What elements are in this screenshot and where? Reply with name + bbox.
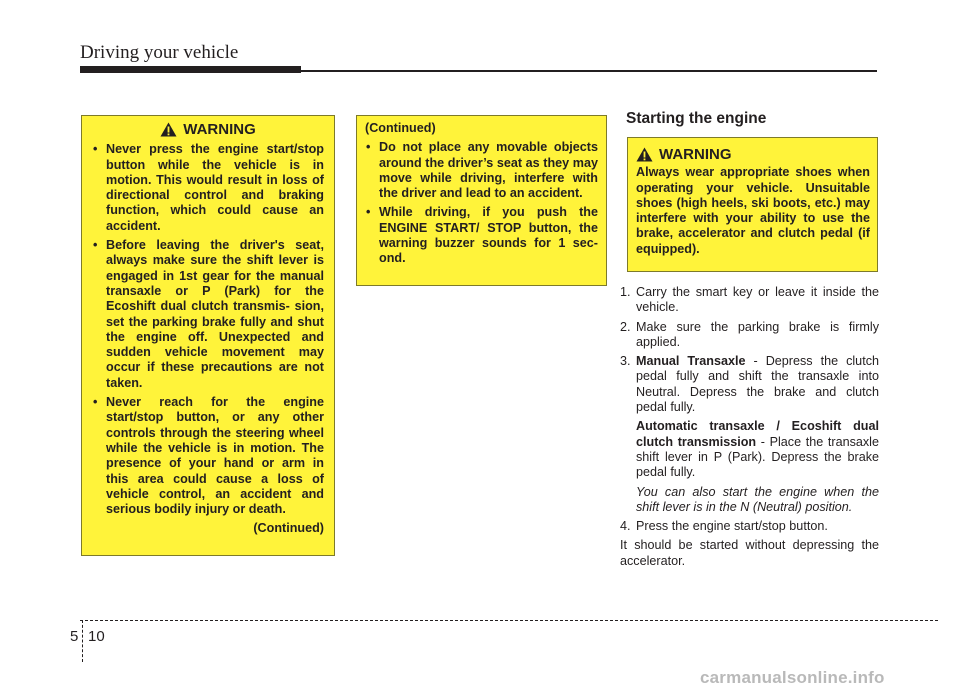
closing-paragraph: It should be started without depressing the accelerator. <box>620 538 879 568</box>
warning-item: • While driving, if you push the ENGINE START/ STOP button, the warning buzzer sounds for 1 sec- ond. <box>365 205 598 266</box>
step-text: Carry the smart key or leave it inside the vehicle. <box>636 285 879 315</box>
warning-item: • Do not place any movable objects around the driver’s seat as they may move while driving, interfere with the driver and lead to an accident. <box>365 140 598 201</box>
step-1 <box>620 285 879 316</box>
step-number: 2. <box>620 319 631 334</box>
neutral-note: You can also start the engine when the shift lever is in the N (Neutral) position. <box>636 484 879 514</box>
header-rule-thick <box>80 66 301 73</box>
automatic-transaxle-paragraph <box>636 419 879 480</box>
warning-item: • Before leaving the driver's seat, always make sure the shift lever is engaged in 1st gear for the manual transaxle or P (Park) for the Ecoshift dual clutch transmis- sion, set the parking brake fully and shut the engine off. Unexpected and sudden vehicle movement may occur if these precautions are not taken. <box>92 238 324 391</box>
manual-transaxle-label: Manual Transaxle <box>636 354 746 369</box>
warning-heading <box>92 122 324 137</box>
section-title: Starting the engine <box>626 110 767 127</box>
warning-heading-label: WARNING <box>183 121 256 138</box>
warning-item: • Never press the engine start/stop button while the vehicle is in motion. This would result in loss of directional control and braking function, which could cause an accident. <box>92 142 324 234</box>
continued-heading: (Continued) <box>365 121 436 135</box>
page-number: 10 <box>88 628 105 645</box>
warning-text: Always wear appropriate shoes when operating your vehicle. Unsuitable shoes (high heels, ski boots, etc.) may interfere with your ability to use the brake, accelerator and clutch pedal (if equipped). <box>636 165 870 256</box>
step-number: 3. <box>620 354 631 369</box>
warning-triangle-icon <box>160 122 177 137</box>
automatic-transaxle-text: - Place the transaxle shift lever in P (Park). Depress the brake pedal fully. <box>636 434 879 480</box>
watermark: carmanualsonline.info <box>700 668 885 687</box>
warning-box-continued <box>356 115 607 286</box>
chapter-number: 5 <box>70 628 79 645</box>
warning-heading-label: WARNING <box>659 146 732 163</box>
step-3 <box>620 354 879 415</box>
continued-label: (Continued) <box>253 521 324 536</box>
footer-dashed-line <box>80 620 938 621</box>
step-2 <box>620 320 879 351</box>
warning-box-shoes <box>627 137 878 272</box>
step-number: 1. <box>620 285 631 299</box>
footer-dashed-divider <box>82 620 83 662</box>
manual-transaxle-text: - Depress the clutch pedal fully and shift the transaxle into Neutral. Depress the brake and clutch pedal fully. <box>636 354 879 415</box>
warning-item: • Never reach for the engine start/stop button, or any other controls through the steering wheel while the vehicle is in motion. The presence of your hand or arm in this area could cause a loss of vehicle control, an accident and serious bodily injury or death. <box>92 395 324 517</box>
warning-triangle-icon <box>636 147 653 162</box>
step-text <box>636 354 879 415</box>
start-engine-steps <box>620 285 879 573</box>
step-text: Press the engine start/stop button. <box>636 519 828 534</box>
header-rule-thin <box>301 70 877 72</box>
page-header-title: Driving your vehicle <box>80 42 239 63</box>
step-number: 4. <box>620 519 631 534</box>
step-text: Make sure the parking brake is firmly applied. <box>636 319 879 349</box>
warning-box-engine-button <box>81 115 335 556</box>
warning-heading <box>636 147 870 162</box>
automatic-transaxle-label: Automatic transaxle / Ecoshift dual clutch transmission <box>636 419 879 449</box>
step-4 <box>620 519 879 534</box>
